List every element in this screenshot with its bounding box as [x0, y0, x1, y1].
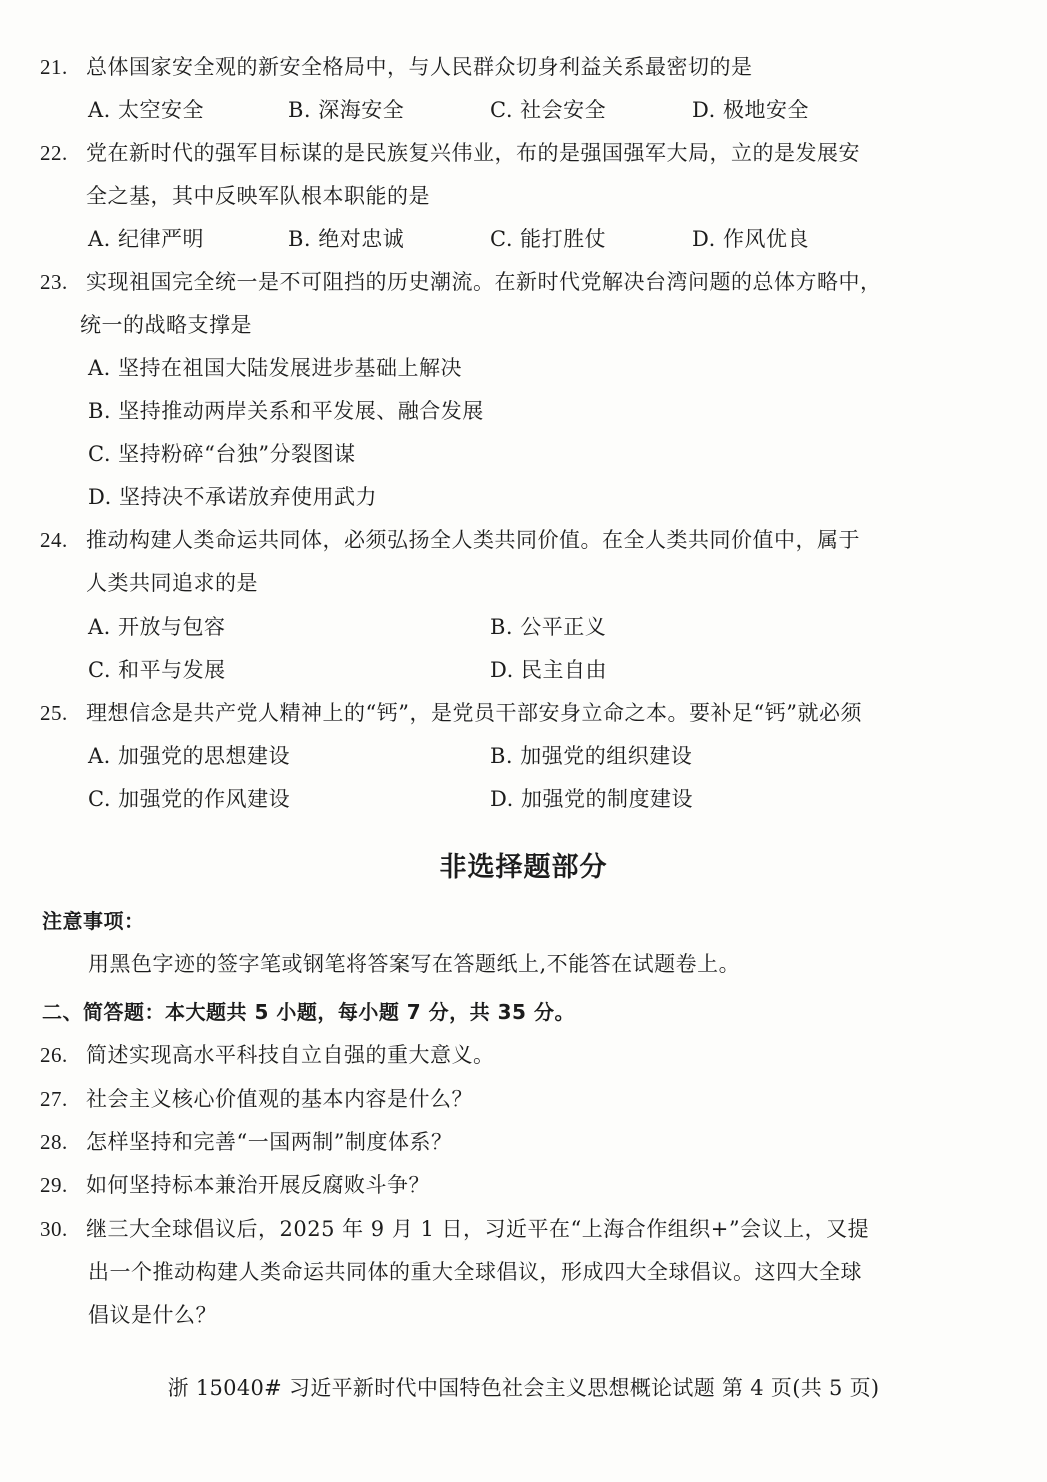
question-23-option-b: B. 坚持推动两岸关系和平发展、融合发展 [88, 399, 484, 423]
part-two-heading: 二、简答题：本大题共 5 小题，每小题 7 分，共 35 分。 [42, 1000, 575, 1024]
question-29: 29. 如何坚持标本兼治开展反腐败斗争？ [40, 1173, 430, 1197]
question-22-option-b: B. 绝对忠诚 [288, 227, 405, 251]
question-25-option-a: A. 加强党的思想建设 [88, 744, 291, 768]
page-footer: 浙 15040# 习近平新时代中国特色社会主义思想概论试题 第 4 页(共 5 页) [167, 1376, 880, 1400]
question-24-option-c: C. 和平与发展 [88, 658, 226, 682]
question-30: 30. 继三大全球倡议后，2025 年 9 月 1 日，习近平在“上海合作组织+”会议上，又提 [40, 1217, 870, 1241]
notice-text: 用黑色字迹的签字笔或钢笔将答案写在答题纸上,不能答在试题卷上。 [88, 952, 741, 976]
question-25-stem: 25. 理想信念是共产党人精神上的“钙”，是党员干部安身立命之本。要补足“钙”就必须 [40, 701, 862, 725]
question-22-option-c: C. 能打胜仗 [490, 227, 607, 251]
question-21-option-d: D. 极地安全 [692, 98, 809, 122]
question-27: 27. 社会主义核心价值观的基本内容是什么？ [40, 1087, 473, 1111]
question-30-cont-2: 倡议是什么？ [88, 1303, 217, 1327]
question-28: 28. 怎样坚持和完善“一国两制”制度体系？ [40, 1130, 453, 1154]
question-21-stem: 21. 总体国家安全观的新安全格局中，与人民群众切身利益关系最密切的是 [40, 55, 753, 79]
question-24-option-a: A. 开放与包容 [88, 615, 226, 639]
question-24-stem-cont: 人类共同追求的是 [86, 571, 258, 595]
notice-heading: 注意事项： [42, 909, 145, 933]
question-24-option-d: D. 民主自由 [490, 658, 607, 682]
question-21-option-a: A. 太空安全 [88, 98, 205, 122]
question-23-stem: 23. 实现祖国完全统一是不可阻挡的历史潮流。在新时代党解决台湾问题的总体方略中， [40, 270, 882, 294]
question-24-stem: 24. 推动构建人类命运共同体，必须弘扬全人类共同价值。在全人类共同价值中，属于 [40, 528, 860, 552]
question-22-option-d: D. 作风优良 [692, 227, 809, 251]
question-30-cont-1: 出一个推动构建人类命运共同体的重大全球倡议，形成四大全球倡议。这四大全球 [88, 1260, 862, 1284]
question-25-option-d: D. 加强党的制度建设 [490, 787, 693, 811]
question-22-stem-cont: 全之基，其中反映军队根本职能的是 [86, 184, 430, 208]
question-23-stem-cont: 统一的战略支撑是 [80, 313, 252, 337]
question-21-option-c: C. 社会安全 [490, 98, 607, 122]
question-26: 26. 简述实现高水平科技自立自强的重大意义。 [40, 1043, 495, 1067]
question-21-option-b: B. 深海安全 [288, 98, 405, 122]
question-23-option-c: C. 坚持粉碎“台独”分裂图谋 [88, 442, 356, 466]
question-23-option-d: D. 坚持决不承诺放弃使用武力 [88, 485, 377, 509]
section-title: 非选择题部分 [439, 852, 608, 883]
question-22-option-a: A. 纪律严明 [88, 227, 205, 251]
question-24-option-b: B. 公平正义 [490, 615, 607, 639]
question-23-option-a: A. 坚持在祖国大陆发展进步基础上解决 [88, 356, 463, 380]
question-25-option-c: C. 加强党的作风建设 [88, 787, 291, 811]
question-22-stem: 22. 党在新时代的强军目标谋的是民族复兴伟业，布的是强国强军大局，立的是发展安 [40, 141, 860, 165]
question-25-option-b: B. 加强党的组织建设 [490, 744, 693, 768]
